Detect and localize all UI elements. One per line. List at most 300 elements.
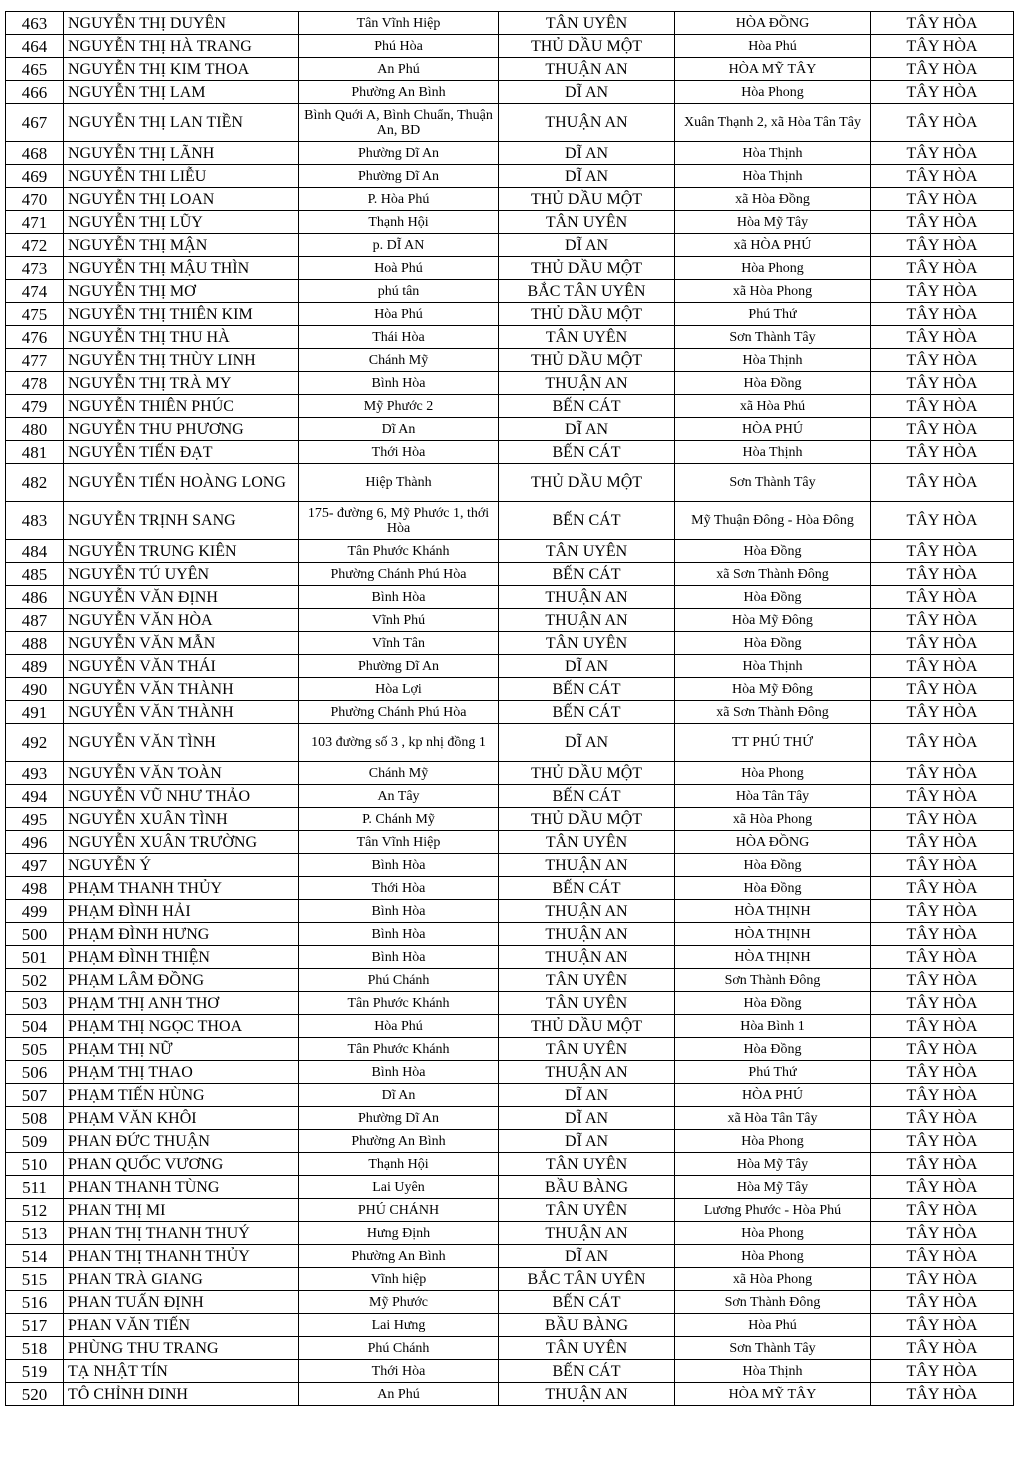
row-number-cell: 520 — [6, 1383, 64, 1406]
commune-cell: HÒA MỸ TÂY — [675, 58, 871, 81]
school-cell: TÂY HÒA — [871, 165, 1014, 188]
school-cell: TÂY HÒA — [871, 81, 1014, 104]
school-cell: TÂY HÒA — [871, 441, 1014, 464]
commune-cell: Hòa Mỹ Đông — [675, 609, 871, 632]
row-number-cell: 505 — [6, 1038, 64, 1061]
school-cell: TÂY HÒA — [871, 1222, 1014, 1245]
district-cell: TÂN UYÊN — [499, 326, 675, 349]
address-cell: Bình Hòa — [299, 854, 499, 877]
row-number-cell: 493 — [6, 762, 64, 785]
school-cell: TÂY HÒA — [871, 395, 1014, 418]
commune-cell: Hòa Phong — [675, 81, 871, 104]
full-name-cell: NGUYỄN THỊ HÀ TRANG — [64, 35, 299, 58]
row-number-cell: 503 — [6, 992, 64, 1015]
commune-cell: Hòa Đồng — [675, 877, 871, 900]
full-name-cell: NGUYỄN VĂN HÒA — [64, 609, 299, 632]
district-cell: THUẬN AN — [499, 372, 675, 395]
full-name-cell: NGUYỄN THỊ MƠ — [64, 280, 299, 303]
full-name-cell: PHAN THANH TÙNG — [64, 1176, 299, 1199]
commune-cell: Hòa Phong — [675, 762, 871, 785]
district-cell: THUẬN AN — [499, 854, 675, 877]
commune-cell: Hòa Mỹ Tây — [675, 1153, 871, 1176]
commune-cell: Hòa Thịnh — [675, 655, 871, 678]
district-cell: THUẬN AN — [499, 1383, 675, 1406]
district-cell: TÂN UYÊN — [499, 992, 675, 1015]
row-number-cell: 463 — [6, 12, 64, 35]
commune-cell: Hòa Đồng — [675, 992, 871, 1015]
address-cell: Hoà Phú — [299, 257, 499, 280]
full-name-cell: PHAN THỊ THANH THỦY — [64, 1245, 299, 1268]
row-number-cell: 472 — [6, 234, 64, 257]
row-number-cell: 481 — [6, 441, 64, 464]
full-name-cell: NGUYỄN VĂN MẪN — [64, 632, 299, 655]
row-number-cell: 486 — [6, 586, 64, 609]
address-cell: Mỹ Phước — [299, 1291, 499, 1314]
address-cell: Phường An Bình — [299, 81, 499, 104]
row-number-cell: 487 — [6, 609, 64, 632]
row-number-cell: 516 — [6, 1291, 64, 1314]
address-cell: phú tân — [299, 280, 499, 303]
address-cell: Chánh Mỹ — [299, 762, 499, 785]
row-number-cell: 499 — [6, 900, 64, 923]
full-name-cell: NGUYỄN VĂN TOÀN — [64, 762, 299, 785]
district-cell: BẾN CÁT — [499, 877, 675, 900]
address-cell: Chánh Mỹ — [299, 349, 499, 372]
address-cell: Hưng Định — [299, 1222, 499, 1245]
address-cell: Tân Phước Khánh — [299, 540, 499, 563]
full-name-cell: NGUYỄN THU PHƯƠNG — [64, 418, 299, 441]
row-number-cell: 478 — [6, 372, 64, 395]
address-cell: Tân Phước Khánh — [299, 992, 499, 1015]
table-row — [6, 1337, 1014, 1360]
address-cell: Bình Hòa — [299, 1061, 499, 1084]
school-cell: TÂY HÒA — [871, 1199, 1014, 1222]
district-cell: BẦU BÀNG — [499, 1176, 675, 1199]
full-name-cell: NGUYỄN TIẾN HOÀNG LONG — [64, 464, 299, 502]
commune-cell: Hòa Thịnh — [675, 165, 871, 188]
full-name-cell: NGUYỄN THI LIỄU — [64, 165, 299, 188]
school-cell: TÂY HÒA — [871, 900, 1014, 923]
address-cell: Bình Hòa — [299, 923, 499, 946]
table-row — [6, 1038, 1014, 1061]
row-number-cell: 519 — [6, 1360, 64, 1383]
row-number-cell: 500 — [6, 923, 64, 946]
full-name-cell: NGUYỄN THIÊN PHÚC — [64, 395, 299, 418]
row-number-cell: 495 — [6, 808, 64, 831]
address-cell: Phú Chánh — [299, 969, 499, 992]
table-row — [6, 418, 1014, 441]
district-cell: DĨ AN — [499, 142, 675, 165]
commune-cell: HÒA ĐỒNG — [675, 831, 871, 854]
table-row — [6, 372, 1014, 395]
table-row — [6, 58, 1014, 81]
row-number-cell: 496 — [6, 831, 64, 854]
address-cell: Phú Hòa — [299, 35, 499, 58]
full-name-cell: PHẠM THỊ NỮ — [64, 1038, 299, 1061]
school-cell: TÂY HÒA — [871, 142, 1014, 165]
address-cell: Phường Dĩ An — [299, 655, 499, 678]
school-cell: TÂY HÒA — [871, 1061, 1014, 1084]
row-number-cell: 467 — [6, 104, 64, 142]
commune-cell: HÒA THỊNH — [675, 900, 871, 923]
commune-cell: Sơn Thành Đông — [675, 1291, 871, 1314]
table-row — [6, 563, 1014, 586]
table-row — [6, 326, 1014, 349]
row-number-cell: 508 — [6, 1107, 64, 1130]
district-cell: THUẬN AN — [499, 1061, 675, 1084]
full-name-cell: PHẠM ĐÌNH THIỆN — [64, 946, 299, 969]
table-row — [6, 1107, 1014, 1130]
school-cell: TÂY HÒA — [871, 1038, 1014, 1061]
full-name-cell: PHAN VĂN TIẾN — [64, 1314, 299, 1337]
address-cell: Vĩnh hiệp — [299, 1268, 499, 1291]
full-name-cell: NGUYỄN VĂN ĐỊNH — [64, 586, 299, 609]
row-number-cell: 506 — [6, 1061, 64, 1084]
address-cell: Lai Hưng — [299, 1314, 499, 1337]
table-row — [6, 877, 1014, 900]
table-row — [6, 303, 1014, 326]
district-cell: BẾN CÁT — [499, 563, 675, 586]
district-cell: TÂN UYÊN — [499, 211, 675, 234]
commune-cell: Hòa Bình 1 — [675, 1015, 871, 1038]
district-cell: DĨ AN — [499, 1107, 675, 1130]
district-cell: BẾN CÁT — [499, 701, 675, 724]
district-cell: BẾN CÁT — [499, 1291, 675, 1314]
row-number-cell: 509 — [6, 1130, 64, 1153]
district-cell: THUẬN AN — [499, 58, 675, 81]
district-cell: TÂN UYÊN — [499, 831, 675, 854]
district-cell: DĨ AN — [499, 655, 675, 678]
commune-cell: xã Hòa Đồng — [675, 188, 871, 211]
address-cell: Thới Hòa — [299, 877, 499, 900]
school-cell: TÂY HÒA — [871, 1245, 1014, 1268]
full-name-cell: PHAN TRÀ GIANG — [64, 1268, 299, 1291]
table-row — [6, 900, 1014, 923]
table-row — [6, 1245, 1014, 1268]
row-number-cell: 498 — [6, 877, 64, 900]
commune-cell: Hòa Phong — [675, 257, 871, 280]
table-row — [6, 854, 1014, 877]
full-name-cell: PHAN TUẤN ĐỊNH — [64, 1291, 299, 1314]
district-cell: BẾN CÁT — [499, 395, 675, 418]
district-cell: BẦU BÀNG — [499, 1314, 675, 1337]
school-cell: TÂY HÒA — [871, 1314, 1014, 1337]
full-name-cell: NGUYỄN VĂN THÀNH — [64, 678, 299, 701]
district-cell: DĨ AN — [499, 234, 675, 257]
full-name-cell: NGUYỄN XUÂN TRƯỜNG — [64, 831, 299, 854]
table-row — [6, 1153, 1014, 1176]
school-cell: TÂY HÒA — [871, 854, 1014, 877]
full-name-cell: NGUYỄN TRUNG KIÊN — [64, 540, 299, 563]
full-name-cell: NGUYỄN THỊ LOAN — [64, 188, 299, 211]
full-name-cell: NGUYỄN THỊ LÃNH — [64, 142, 299, 165]
full-name-cell: NGUYỄN TÚ UYÊN — [64, 563, 299, 586]
full-name-cell: NGUYỄN THỊ LAM — [64, 81, 299, 104]
row-number-cell: 464 — [6, 35, 64, 58]
commune-cell: xã Hòa Phú — [675, 395, 871, 418]
school-cell: TÂY HÒA — [871, 1153, 1014, 1176]
school-cell: TÂY HÒA — [871, 785, 1014, 808]
commune-cell: Phú Thứ — [675, 303, 871, 326]
district-cell: BẾN CÁT — [499, 1360, 675, 1383]
row-number-cell: 477 — [6, 349, 64, 372]
table-row — [6, 831, 1014, 854]
district-cell: TÂN UYÊN — [499, 969, 675, 992]
district-cell: TÂN UYÊN — [499, 1038, 675, 1061]
district-cell: THỦ DẦU MỘT — [499, 349, 675, 372]
full-name-cell: NGUYỄN THỊ MẬN — [64, 234, 299, 257]
district-cell: BẮC TÂN UYÊN — [499, 1268, 675, 1291]
commune-cell: TT PHÚ THỨ — [675, 724, 871, 762]
address-cell: PHÚ CHÁNH — [299, 1199, 499, 1222]
commune-cell: Hòa Thịnh — [675, 1360, 871, 1383]
address-cell: Thái Hòa — [299, 326, 499, 349]
school-cell: TÂY HÒA — [871, 1337, 1014, 1360]
school-cell: TÂY HÒA — [871, 609, 1014, 632]
table-row — [6, 1199, 1014, 1222]
row-number-cell: 488 — [6, 632, 64, 655]
row-number-cell: 466 — [6, 81, 64, 104]
row-number-cell: 511 — [6, 1176, 64, 1199]
table-row — [6, 701, 1014, 724]
table-row — [6, 540, 1014, 563]
district-cell: TÂN UYÊN — [499, 12, 675, 35]
school-cell: TÂY HÒA — [871, 946, 1014, 969]
school-cell: TÂY HÒA — [871, 762, 1014, 785]
table-row — [6, 1061, 1014, 1084]
address-cell: An Tây — [299, 785, 499, 808]
commune-cell: Hòa Mỹ Đông — [675, 678, 871, 701]
commune-cell: HÒA PHÚ — [675, 1084, 871, 1107]
commune-cell: Hòa Phong — [675, 1245, 871, 1268]
school-cell: TÂY HÒA — [871, 701, 1014, 724]
commune-cell: HÒA THỊNH — [675, 946, 871, 969]
district-cell: DĨ AN — [499, 165, 675, 188]
row-number-cell: 470 — [6, 188, 64, 211]
commune-cell: xã Hòa Tân Tây — [675, 1107, 871, 1130]
commune-cell: Hòa Phú — [675, 35, 871, 58]
full-name-cell: TÔ CHỈNH DINH — [64, 1383, 299, 1406]
table-row — [6, 785, 1014, 808]
district-cell: DĨ AN — [499, 1245, 675, 1268]
table-row — [6, 234, 1014, 257]
address-cell: Phường Chánh Phú Hòa — [299, 563, 499, 586]
school-cell: TÂY HÒA — [871, 923, 1014, 946]
address-cell: Bình Quới A, Bình Chuẩn, Thuận An, BD — [299, 104, 499, 142]
table-row — [6, 1291, 1014, 1314]
full-name-cell: NGUYỄN VĂN TÌNH — [64, 724, 299, 762]
commune-cell: Hòa Thịnh — [675, 142, 871, 165]
full-name-cell: NGUYỄN TRỊNH SANG — [64, 502, 299, 540]
commune-cell: Hòa Đồng — [675, 854, 871, 877]
row-number-cell: 515 — [6, 1268, 64, 1291]
school-cell: TÂY HÒA — [871, 502, 1014, 540]
table-row — [6, 104, 1014, 142]
school-cell: TÂY HÒA — [871, 563, 1014, 586]
school-cell: TÂY HÒA — [871, 877, 1014, 900]
address-cell: Hiệp Thành — [299, 464, 499, 502]
school-cell: TÂY HÒA — [871, 1107, 1014, 1130]
table-row — [6, 502, 1014, 540]
school-cell: TÂY HÒA — [871, 280, 1014, 303]
district-cell: THUẬN AN — [499, 900, 675, 923]
table-row — [6, 923, 1014, 946]
full-name-cell: NGUYỄN THỊ MẬU THÌN — [64, 257, 299, 280]
row-number-cell: 497 — [6, 854, 64, 877]
table-row — [6, 142, 1014, 165]
commune-cell: Hòa Đồng — [675, 1038, 871, 1061]
school-cell: TÂY HÒA — [871, 326, 1014, 349]
commune-cell: Hòa Đồng — [675, 540, 871, 563]
commune-cell: Phú Thứ — [675, 1061, 871, 1084]
row-number-cell: 469 — [6, 165, 64, 188]
district-cell: DĨ AN — [499, 1084, 675, 1107]
address-cell: Phường An Bình — [299, 1245, 499, 1268]
table-row — [6, 188, 1014, 211]
school-cell: TÂY HÒA — [871, 724, 1014, 762]
full-name-cell: NGUYỄN Ý — [64, 854, 299, 877]
row-number-cell: 494 — [6, 785, 64, 808]
commune-cell: xã Sơn Thành Đông — [675, 701, 871, 724]
address-cell: Bình Hòa — [299, 586, 499, 609]
address-cell: Phường Chánh Phú Hòa — [299, 701, 499, 724]
row-number-cell: 465 — [6, 58, 64, 81]
district-cell: TÂN UYÊN — [499, 632, 675, 655]
district-cell: DĨ AN — [499, 81, 675, 104]
commune-cell: xã HÒA PHÚ — [675, 234, 871, 257]
commune-cell: Hòa Phong — [675, 1130, 871, 1153]
row-number-cell: 512 — [6, 1199, 64, 1222]
address-cell: p. DĨ AN — [299, 234, 499, 257]
address-cell: Dĩ An — [299, 1084, 499, 1107]
row-number-cell: 489 — [6, 655, 64, 678]
row-number-cell: 490 — [6, 678, 64, 701]
full-name-cell: PHẠM LÂM ĐỒNG — [64, 969, 299, 992]
full-name-cell: NGUYỄN THỊ DUYÊN — [64, 12, 299, 35]
address-cell: Thạnh Hội — [299, 211, 499, 234]
row-number-cell: 518 — [6, 1337, 64, 1360]
address-cell: Hòa Phú — [299, 1015, 499, 1038]
address-cell: Phường Dĩ An — [299, 1107, 499, 1130]
table-row — [6, 165, 1014, 188]
table-row — [6, 969, 1014, 992]
full-name-cell: PHẠM THỊ NGỌC THOA — [64, 1015, 299, 1038]
school-cell: TÂY HÒA — [871, 540, 1014, 563]
table-row — [6, 464, 1014, 502]
full-name-cell: NGUYỄN VĂN THÁI — [64, 655, 299, 678]
table-row — [6, 257, 1014, 280]
address-cell: Bình Hòa — [299, 372, 499, 395]
school-cell: TÂY HÒA — [871, 418, 1014, 441]
school-cell: TÂY HÒA — [871, 12, 1014, 35]
table-row — [6, 441, 1014, 464]
school-cell: TÂY HÒA — [871, 234, 1014, 257]
table-row — [6, 211, 1014, 234]
table-row — [6, 349, 1014, 372]
row-number-cell: 480 — [6, 418, 64, 441]
table-row — [6, 1015, 1014, 1038]
table-row — [6, 1176, 1014, 1199]
full-name-cell: PHẠM VĂN KHÔI — [64, 1107, 299, 1130]
school-cell: TÂY HÒA — [871, 257, 1014, 280]
commune-cell: Xuân Thạnh 2, xã Hòa Tân Tây — [675, 104, 871, 142]
full-name-cell: PHAN THỊ MI — [64, 1199, 299, 1222]
school-cell: TÂY HÒA — [871, 211, 1014, 234]
school-cell: TÂY HÒA — [871, 1130, 1014, 1153]
commune-cell: Sơn Thành Đông — [675, 969, 871, 992]
address-cell: Phường An Bình — [299, 1130, 499, 1153]
district-cell: BẾN CÁT — [499, 678, 675, 701]
district-cell: BẾN CÁT — [499, 502, 675, 540]
row-number-cell: 514 — [6, 1245, 64, 1268]
full-name-cell: PHẠM THỊ ANH THƠ — [64, 992, 299, 1015]
full-name-cell: PHÙNG THU TRANG — [64, 1337, 299, 1360]
full-name-cell: NGUYỄN TIẾN ĐẠT — [64, 441, 299, 464]
full-name-cell: PHAN QUỐC VƯƠNG — [64, 1153, 299, 1176]
table-row — [6, 724, 1014, 762]
full-name-cell: PHAN ĐỨC THUẬN — [64, 1130, 299, 1153]
full-name-cell: NGUYỄN THỊ LŨY — [64, 211, 299, 234]
table-row — [6, 395, 1014, 418]
school-cell: TÂY HÒA — [871, 831, 1014, 854]
address-cell: Dĩ An — [299, 418, 499, 441]
district-cell: THỦ DẦU MỘT — [499, 188, 675, 211]
commune-cell: Hòa Tân Tây — [675, 785, 871, 808]
school-cell: TÂY HÒA — [871, 1084, 1014, 1107]
school-cell: TÂY HÒA — [871, 372, 1014, 395]
address-cell: Phường Dĩ An — [299, 142, 499, 165]
full-name-cell: NGUYỄN THỊ KIM THOA — [64, 58, 299, 81]
commune-cell: Hòa Phong — [675, 1222, 871, 1245]
table-row — [6, 1314, 1014, 1337]
school-cell: TÂY HÒA — [871, 992, 1014, 1015]
row-number-cell: 474 — [6, 280, 64, 303]
address-cell: An Phú — [299, 1383, 499, 1406]
row-number-cell: 471 — [6, 211, 64, 234]
district-cell: THUẬN AN — [499, 586, 675, 609]
district-cell: DĨ AN — [499, 724, 675, 762]
row-number-cell: 491 — [6, 701, 64, 724]
address-cell: Phú Chánh — [299, 1337, 499, 1360]
district-cell: THUẬN AN — [499, 609, 675, 632]
row-number-cell: 484 — [6, 540, 64, 563]
full-name-cell: PHAN THỊ THANH THUÝ — [64, 1222, 299, 1245]
district-cell: THỦ DẦU MỘT — [499, 762, 675, 785]
full-name-cell: NGUYỄN VĂN THÀNH — [64, 701, 299, 724]
address-cell: Hòa Lợi — [299, 678, 499, 701]
row-number-cell: 473 — [6, 257, 64, 280]
address-cell: Bình Hòa — [299, 946, 499, 969]
commune-cell: Hòa Đồng — [675, 586, 871, 609]
table-row — [6, 586, 1014, 609]
district-cell: DĨ AN — [499, 418, 675, 441]
full-name-cell: NGUYỄN THỊ THÙY LINH — [64, 349, 299, 372]
address-cell: P. Hòa Phú — [299, 188, 499, 211]
district-cell: BẾN CÁT — [499, 785, 675, 808]
district-cell: BẮC TÂN UYÊN — [499, 280, 675, 303]
school-cell: TÂY HÒA — [871, 1268, 1014, 1291]
district-cell: THỦ DẦU MỘT — [499, 257, 675, 280]
school-cell: TÂY HÒA — [871, 655, 1014, 678]
full-name-cell: NGUYỄN THỊ THIÊN KIM — [64, 303, 299, 326]
address-cell: Tân Phước Khánh — [299, 1038, 499, 1061]
commune-cell: xã Sơn Thành Đông — [675, 563, 871, 586]
district-cell: THUẬN AN — [499, 946, 675, 969]
row-number-cell: 492 — [6, 724, 64, 762]
commune-cell: Hòa Đồng — [675, 632, 871, 655]
address-cell: 175- đường 6, Mỹ Phước 1, thới Hòa — [299, 502, 499, 540]
commune-cell: HÒA ĐỒNG — [675, 12, 871, 35]
